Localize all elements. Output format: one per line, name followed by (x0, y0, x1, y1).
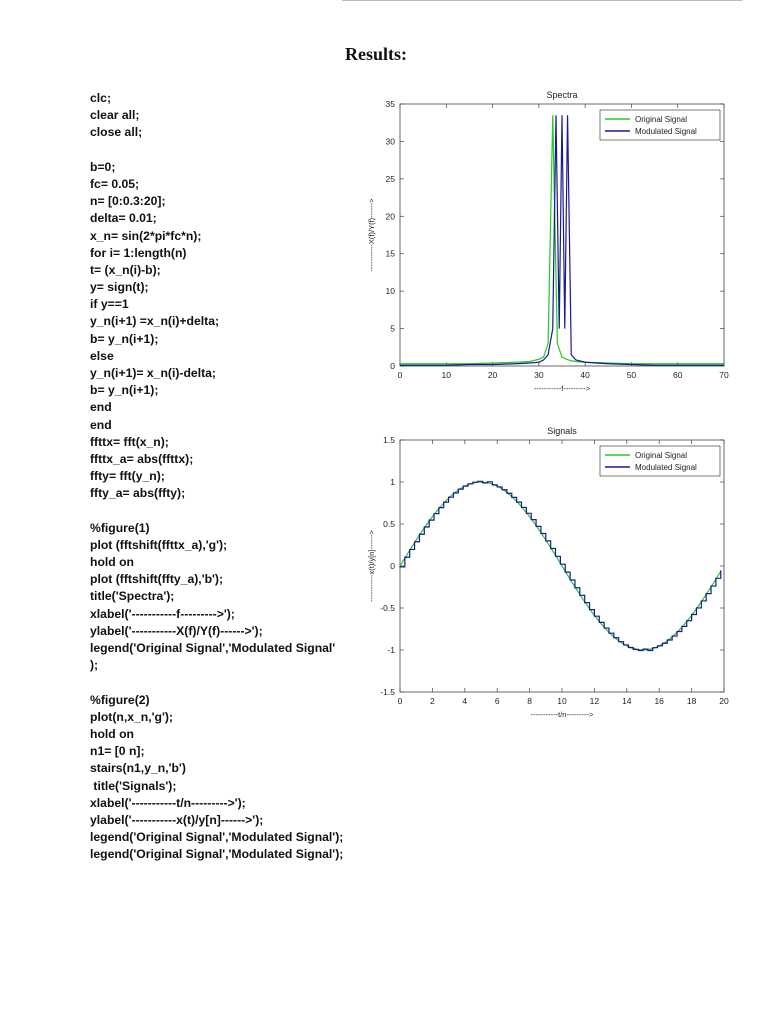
code-line: ffttx_a= abs(ffttx); (90, 451, 194, 466)
y-axis-label: -----------x(t)/y[n]------> (367, 530, 376, 602)
code-line: b= y_n(i+1); (90, 331, 159, 346)
code-line: y_n(i+1)= x_n(i)-delta; (90, 366, 216, 380)
chart-title: Spectra (546, 90, 578, 100)
code-line: fc= 0.05; (90, 176, 140, 191)
code-line: ffty= fft(y_n); (90, 469, 165, 484)
code-line: y_n(i+1) =x_n(i)+delta; (90, 314, 220, 329)
x-tick-label: 70 (719, 370, 729, 380)
top-rule (342, 0, 742, 1)
x-tick-label: 40 (580, 370, 590, 380)
code-line: ylabel('-----------x(t)/y[n]------>'); (90, 812, 264, 827)
code-line: plot (fftshift(ffty_a),'b'); (90, 572, 224, 587)
code-line: ffttx= fft(x_n); (90, 434, 169, 449)
x-tick-label: 20 (719, 696, 729, 706)
code-line: title('Spectra'); (90, 589, 175, 604)
signals-chart (350, 420, 740, 720)
code-line: %figure(2) (90, 692, 150, 707)
legend-label: Original Signal (635, 115, 688, 124)
legend-label: Modulated Signal (635, 127, 697, 136)
y-tick-label: 25 (385, 173, 395, 184)
code-line: if y==1 (90, 297, 129, 312)
x-tick-label: 8 (527, 696, 532, 706)
legend-label: Modulated Signal (635, 463, 697, 472)
code-line: end (90, 417, 112, 432)
y-tick-label: 5 (390, 323, 395, 334)
code-line: legend('Original Signal','Modulated Signal'); (90, 847, 344, 862)
y-tick-label: 30 (385, 136, 395, 147)
x-tick-label: 10 (441, 370, 452, 380)
code-line: clc; (90, 91, 112, 105)
code-line: xlabel('-----------f--------->'); (90, 606, 235, 621)
code-line: t= (x_n(i)-b); (90, 262, 161, 277)
y-tick-label: 0 (390, 561, 395, 571)
results-heading: Results: (345, 44, 407, 64)
code-line: x_n= sin(2*pi*fc*n); (90, 228, 202, 243)
code-line: delta= 0.01; (90, 211, 157, 226)
code-line: ylabel('-----------X(f)/Y(f)------>'); (90, 623, 263, 638)
code-line: hold on (90, 726, 134, 741)
code-line: hold on (90, 555, 134, 570)
x-tick-label: 16 (654, 696, 664, 706)
x-axis-label: -----------f---------> (533, 384, 591, 393)
y-tick-label: 0.5 (383, 519, 395, 529)
code-line: end (90, 400, 112, 415)
y-axis-label: -----------X(f)/Y(f)------> (367, 198, 376, 272)
code-line: plot(n,x_n,'g'); (90, 709, 173, 724)
x-tick-label: 18 (686, 696, 697, 706)
code-line: xlabel('-----------t/n--------->'); (90, 795, 246, 810)
code-listing (90, 90, 344, 863)
x-tick-label: 12 (589, 696, 600, 706)
x-tick-label: 14 (622, 696, 632, 706)
x-tick-label: 50 (626, 370, 637, 380)
x-tick-label: 20 (487, 370, 498, 380)
code-line (90, 674, 340, 691)
x-tick-label: 6 (494, 696, 500, 706)
code-line: n= [0:0.3:20]; (90, 194, 166, 209)
y-tick-label: -1 (387, 645, 395, 655)
code-line: plot (fftshift(ffttx_a),'g'); (90, 537, 228, 552)
x-tick-label: 0 (397, 696, 403, 706)
x-tick-label: 10 (557, 696, 567, 706)
y-tick-label: -0.5 (380, 603, 395, 613)
code-line: else (90, 348, 114, 363)
y-tick-label: 20 (385, 211, 395, 222)
x-tick-label: 0 (397, 370, 403, 380)
code-line: close all; (90, 125, 143, 140)
code-line: legend('Original Signal','Modulated Signal' (90, 641, 336, 655)
code-line: for i= 1:length(n) (90, 245, 187, 260)
code-line: clear all; (90, 108, 140, 123)
code-line: title('Signals'); (90, 778, 177, 793)
x-tick-label: 4 (462, 696, 468, 706)
y-tick-label: -1.5 (380, 687, 395, 697)
chart-title: Signals (547, 426, 577, 436)
y-tick-label: 35 (385, 99, 395, 109)
legend-label: Original Signal (635, 451, 688, 460)
code-line: %figure(1) (90, 520, 150, 535)
code-line: legend('Original Signal','Modulated Signal'); (90, 830, 344, 845)
code-line: ); (90, 658, 99, 673)
code-line: n1= [0 n]; (90, 744, 145, 759)
y-tick-label: 15 (385, 248, 395, 259)
y-tick-label: 1 (390, 477, 395, 487)
code-line: stairs(n1,y_n,'b') (90, 761, 186, 776)
x-tick-label: 60 (672, 370, 683, 380)
y-tick-label: 0 (390, 361, 395, 371)
x-tick-label: 2 (430, 696, 435, 706)
x-axis-label: -----------t/n---------> (530, 710, 594, 719)
y-tick-label: 10 (385, 286, 395, 297)
code-line: b= y_n(i+1); (90, 383, 159, 398)
y-tick-label: 1.5 (383, 435, 395, 445)
code-line: y= sign(t); (90, 280, 149, 295)
x-tick-label: 30 (534, 370, 544, 380)
spectra-chart (350, 82, 740, 402)
code-line: ffty_a= abs(ffty); (90, 486, 186, 501)
code-line (90, 142, 340, 159)
code-line: b=0; (90, 159, 116, 174)
code-line (90, 503, 340, 520)
